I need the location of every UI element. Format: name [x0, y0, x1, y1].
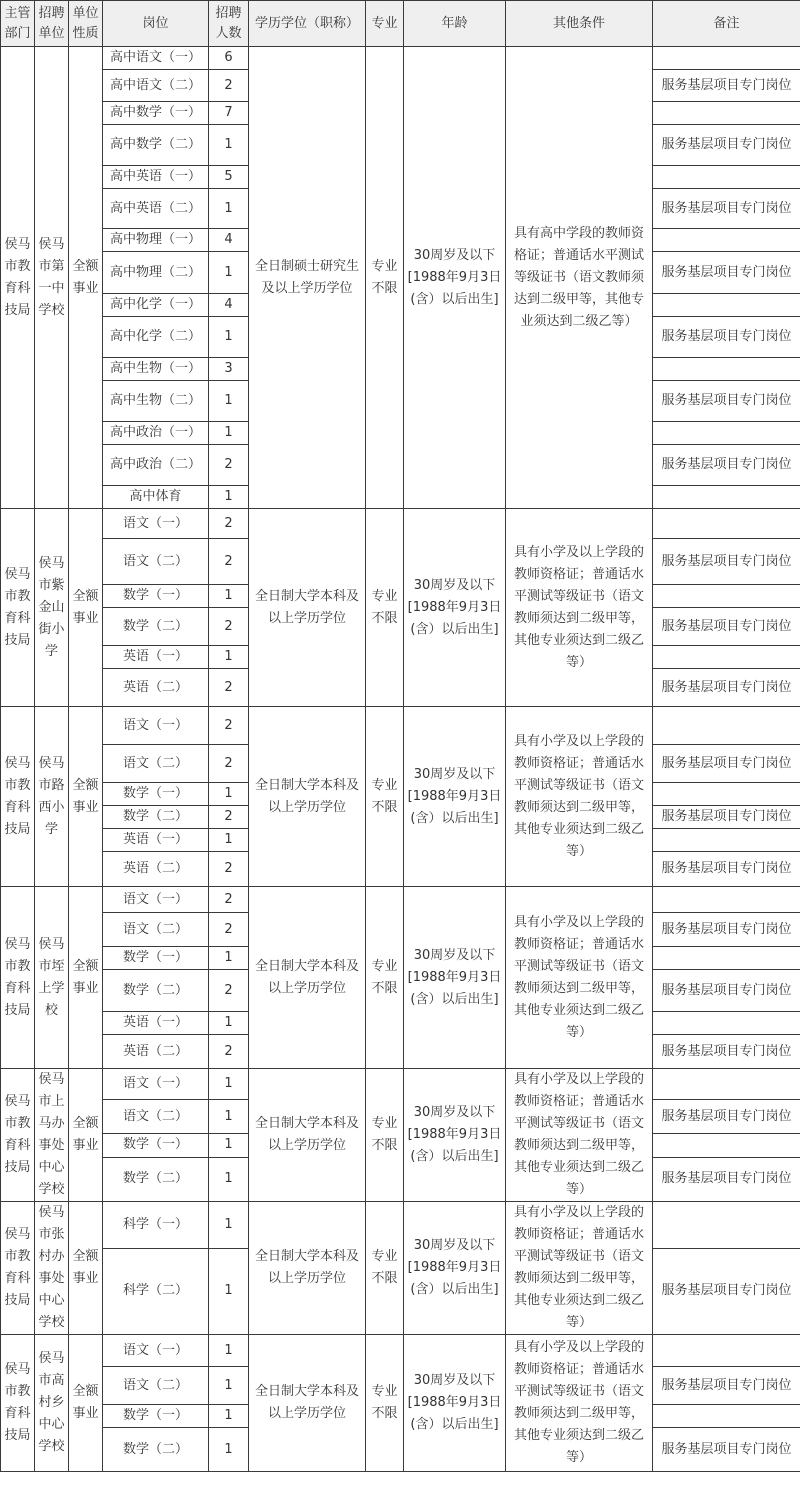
table-row [1, 1069, 800, 1100]
post-cell: 科学（二） [103, 1248, 209, 1334]
post-cell: 语文（一） [103, 1335, 209, 1367]
post-cell: 语文（二） [103, 745, 209, 783]
header-age: 年龄 [404, 1, 506, 47]
education-cell: 全日制大学本科及以上学历学位 [249, 509, 366, 707]
count-cell: 1 [209, 1248, 249, 1334]
education-cell: 全日制大学本科及以上学历学位 [249, 887, 366, 1069]
count-cell: 2 [209, 852, 249, 887]
nature-cell: 全额事业 [69, 509, 103, 707]
remark-cell: 服务基层项目专门岗位 [653, 608, 800, 646]
table-body [1, 47, 800, 1472]
post-cell: 数学（二） [103, 806, 209, 829]
count-cell: 1 [209, 1335, 249, 1367]
remark-cell [653, 1405, 800, 1428]
count-cell: 1 [209, 585, 249, 608]
count-cell: 1 [209, 125, 249, 166]
count-cell: 1 [209, 486, 249, 509]
count-cell: 4 [209, 294, 249, 317]
post-cell: 语文（一） [103, 1069, 209, 1100]
unit-cell: 侯马市路西小学 [35, 707, 69, 887]
remark-cell [653, 1012, 800, 1035]
count-cell: 7 [209, 102, 249, 125]
remark-cell: 服务基层项目专门岗位 [653, 317, 800, 358]
unit-cell: 侯马市紫金山街小学 [35, 509, 69, 707]
post-cell: 高中化学（二） [103, 317, 209, 358]
remark-cell [653, 102, 800, 125]
table-row [1, 1202, 800, 1249]
dept-cell: 侯马市教育科技局 [1, 887, 35, 1069]
post-cell: 语文（一） [103, 509, 209, 539]
post-cell: 语文（二） [103, 1367, 209, 1405]
remark-cell: 服务基层项目专门岗位 [653, 1367, 800, 1405]
remark-cell: 服务基层项目专门岗位 [653, 852, 800, 887]
count-cell: 1 [209, 1367, 249, 1405]
post-cell: 高中生物（二） [103, 381, 209, 422]
remark-cell [653, 47, 800, 70]
remark-cell: 服务基层项目专门岗位 [653, 125, 800, 166]
post-cell: 英语（二） [103, 669, 209, 707]
count-cell: 2 [209, 70, 249, 102]
count-cell: 1 [209, 381, 249, 422]
remark-cell: 服务基层项目专门岗位 [653, 1428, 800, 1472]
education-cell: 全日制大学本科及以上学历学位 [249, 1069, 366, 1202]
post-cell: 高中物理（二） [103, 252, 209, 294]
remark-cell: 服务基层项目专门岗位 [653, 1100, 800, 1134]
nature-cell: 全额事业 [69, 1335, 103, 1472]
remark-cell [653, 294, 800, 317]
major-cell: 专业不限 [366, 1335, 404, 1472]
remark-cell [653, 1202, 800, 1249]
major-cell: 专业不限 [366, 1202, 404, 1335]
post-cell: 高中生物（一） [103, 358, 209, 381]
count-cell: 2 [209, 707, 249, 745]
count-cell: 1 [209, 1157, 249, 1201]
count-cell: 1 [209, 1202, 249, 1249]
condition-cell: 具有小学及以上学段的教师资格证；普通话水平测试等级证书（语文教师须达到二级甲等，其他专业须达到二级乙等） [506, 887, 653, 1069]
remark-cell [653, 783, 800, 806]
post-cell: 数学（二） [103, 1428, 209, 1472]
nature-cell: 全额事业 [69, 1202, 103, 1335]
remark-cell: 服务基层项目专门岗位 [653, 539, 800, 585]
condition-cell: 具有高中学段的教师资格证；普通话水平测试等级证书（语文教师须达到二级甲等，其他专业须达到二级乙等） [506, 47, 653, 509]
count-cell: 1 [209, 1405, 249, 1428]
education-cell: 全日制大学本科及以上学历学位 [249, 1202, 366, 1335]
remark-cell: 服务基层项目专门岗位 [653, 381, 800, 422]
post-cell: 数学（一） [103, 1133, 209, 1157]
condition-cell: 具有小学及以上学段的教师资格证；普通话水平测试等级证书（语文教师须达到二级甲等，其他专业须达到二级乙等） [506, 509, 653, 707]
remark-cell: 服务基层项目专门岗位 [653, 970, 800, 1012]
remark-cell [653, 887, 800, 913]
count-cell: 6 [209, 47, 249, 70]
education-cell: 全日制硕士研究生及以上学历学位 [249, 47, 366, 509]
unit-cell: 侯马市高村乡中心学校 [35, 1335, 69, 1472]
table-row [1, 1335, 800, 1367]
count-cell: 3 [209, 358, 249, 381]
major-cell: 专业不限 [366, 707, 404, 887]
unit-cell: 侯马市第一中学校 [35, 47, 69, 509]
header-nature: 单位性质 [69, 1, 103, 47]
count-cell: 1 [209, 1428, 249, 1472]
header-education: 学历学位（职称） [249, 1, 366, 47]
header-row [1, 1, 800, 47]
post-cell: 语文（二） [103, 539, 209, 585]
major-cell: 专业不限 [366, 47, 404, 509]
count-cell: 1 [209, 1100, 249, 1134]
education-cell: 全日制大学本科及以上学历学位 [249, 707, 366, 887]
unit-cell: 侯马市张村办事处中心学校 [35, 1202, 69, 1335]
nature-cell: 全额事业 [69, 887, 103, 1069]
major-cell: 专业不限 [366, 887, 404, 1069]
post-cell: 数学（一） [103, 783, 209, 806]
remark-cell [653, 509, 800, 539]
count-cell: 1 [209, 947, 249, 970]
condition-cell: 具有小学及以上学段的教师资格证；普通话水平测试等级证书（语文教师须达到二级甲等，其他专业须达到二级乙等） [506, 1202, 653, 1335]
nature-cell: 全额事业 [69, 707, 103, 887]
remark-cell: 服务基层项目专门岗位 [653, 1157, 800, 1201]
header-dept: 主管部门 [1, 1, 35, 47]
remark-cell: 服务基层项目专门岗位 [653, 1248, 800, 1334]
age-cell: 30周岁及以下[1988年9月3日(含）以后出生] [404, 707, 506, 887]
count-cell: 2 [209, 509, 249, 539]
remark-cell: 服务基层项目专门岗位 [653, 189, 800, 229]
age-cell: 30周岁及以下[1988年9月3日(含）以后出生] [404, 1335, 506, 1472]
count-cell: 2 [209, 1035, 249, 1069]
dept-cell: 侯马市教育科技局 [1, 1202, 35, 1335]
header-unit: 招聘单位 [35, 1, 69, 47]
post-cell: 高中英语（一） [103, 166, 209, 189]
post-cell: 语文（二） [103, 913, 209, 947]
remark-cell: 服务基层项目专门岗位 [653, 252, 800, 294]
count-cell: 2 [209, 887, 249, 913]
post-cell: 语文（一） [103, 707, 209, 745]
post-cell: 语文（二） [103, 1100, 209, 1134]
post-cell: 英语（二） [103, 1035, 209, 1069]
post-cell: 高中物理（一） [103, 229, 209, 252]
count-cell: 2 [209, 608, 249, 646]
remark-cell [653, 1335, 800, 1367]
header-remark: 备注 [653, 1, 800, 47]
header-condition: 其他条件 [506, 1, 653, 47]
count-cell: 1 [209, 189, 249, 229]
post-cell: 英语（二） [103, 852, 209, 887]
post-cell: 高中化学（一） [103, 294, 209, 317]
post-cell: 高中语文（一） [103, 47, 209, 70]
remark-cell [653, 646, 800, 669]
post-cell: 高中数学（一） [103, 102, 209, 125]
dept-cell: 侯马市教育科技局 [1, 707, 35, 887]
header-major: 专业 [366, 1, 404, 47]
remark-cell [653, 585, 800, 608]
post-cell: 高中政治（一） [103, 422, 209, 445]
count-cell: 5 [209, 166, 249, 189]
remark-cell [653, 422, 800, 445]
remark-cell: 服务基层项目专门岗位 [653, 669, 800, 707]
nature-cell: 全额事业 [69, 1069, 103, 1202]
post-cell: 英语（一） [103, 829, 209, 852]
post-cell: 高中政治（二） [103, 445, 209, 486]
age-cell: 30周岁及以下[1988年9月3日(含）以后出生] [404, 509, 506, 707]
post-cell: 英语（一） [103, 646, 209, 669]
remark-cell [653, 358, 800, 381]
condition-cell: 具有小学及以上学段的教师资格证；普通话水平测试等级证书（语文教师须达到二级甲等，其他专业须达到二级乙等） [506, 707, 653, 887]
count-cell: 2 [209, 745, 249, 783]
condition-cell: 具有小学及以上学段的教师资格证；普通话水平测试等级证书（语文教师须达到二级甲等，其他专业须达到二级乙等） [506, 1335, 653, 1472]
dept-cell: 侯马市教育科技局 [1, 1069, 35, 1202]
age-cell: 30周岁及以下[1988年9月3日(含）以后出生] [404, 1069, 506, 1202]
post-cell: 数学（一） [103, 947, 209, 970]
post-cell: 数学（二） [103, 1157, 209, 1201]
age-cell: 30周岁及以下[1988年9月3日(含）以后出生] [404, 887, 506, 1069]
count-cell: 1 [209, 1069, 249, 1100]
header-post: 岗位 [103, 1, 209, 47]
count-cell: 1 [209, 646, 249, 669]
remark-cell [653, 829, 800, 852]
count-cell: 2 [209, 539, 249, 585]
count-cell: 1 [209, 422, 249, 445]
post-cell: 高中体育 [103, 486, 209, 509]
count-cell: 1 [209, 1133, 249, 1157]
post-cell: 语文（一） [103, 887, 209, 913]
count-cell: 2 [209, 669, 249, 707]
dept-cell: 侯马市教育科技局 [1, 509, 35, 707]
count-cell: 2 [209, 806, 249, 829]
remark-cell: 服务基层项目专门岗位 [653, 445, 800, 486]
post-cell: 英语（一） [103, 1012, 209, 1035]
education-cell: 全日制大学本科及以上学历学位 [249, 1335, 366, 1472]
unit-cell: 侯马市上马办事处中心学校 [35, 1069, 69, 1202]
count-cell: 2 [209, 445, 249, 486]
condition-cell: 具有小学及以上学段的教师资格证；普通话水平测试等级证书（语文教师须达到二级甲等，其他专业须达到二级乙等） [506, 1069, 653, 1202]
post-cell: 数学（二） [103, 970, 209, 1012]
remark-cell: 服务基层项目专门岗位 [653, 1035, 800, 1069]
nature-cell: 全额事业 [69, 47, 103, 509]
remark-cell [653, 486, 800, 509]
age-cell: 30周岁及以下[1988年9月3日(含）以后出生] [404, 47, 506, 509]
table-row [1, 47, 800, 70]
post-cell: 高中数学（二） [103, 125, 209, 166]
count-cell: 4 [209, 229, 249, 252]
count-cell: 1 [209, 317, 249, 358]
remark-cell [653, 229, 800, 252]
dept-cell: 侯马市教育科技局 [1, 1335, 35, 1472]
count-cell: 2 [209, 970, 249, 1012]
remark-cell: 服务基层项目专门岗位 [653, 745, 800, 783]
major-cell: 专业不限 [366, 509, 404, 707]
unit-cell: 侯马市垤上学校 [35, 887, 69, 1069]
post-cell: 科学（一） [103, 1202, 209, 1249]
count-cell: 1 [209, 783, 249, 806]
count-cell: 2 [209, 913, 249, 947]
post-cell: 数学（一） [103, 585, 209, 608]
remark-cell [653, 947, 800, 970]
remark-cell [653, 166, 800, 189]
count-cell: 1 [209, 1012, 249, 1035]
post-cell: 高中英语（二） [103, 189, 209, 229]
remark-cell: 服务基层项目专门岗位 [653, 70, 800, 102]
post-cell: 高中语文（二） [103, 70, 209, 102]
age-cell: 30周岁及以下[1988年9月3日(含）以后出生] [404, 1202, 506, 1335]
major-cell: 专业不限 [366, 1069, 404, 1202]
table-row [1, 887, 800, 913]
remark-cell [653, 707, 800, 745]
post-cell: 数学（一） [103, 1405, 209, 1428]
count-cell: 1 [209, 252, 249, 294]
dept-cell: 侯马市教育科技局 [1, 47, 35, 509]
remark-cell: 服务基层项目专门岗位 [653, 913, 800, 947]
count-cell: 1 [209, 829, 249, 852]
table-row [1, 509, 800, 539]
table-row [1, 707, 800, 745]
remark-cell: 服务基层项目专门岗位 [653, 806, 800, 829]
post-cell: 数学（二） [103, 608, 209, 646]
remark-cell [653, 1069, 800, 1100]
remark-cell [653, 1133, 800, 1157]
header-count: 招聘人数 [209, 1, 249, 47]
